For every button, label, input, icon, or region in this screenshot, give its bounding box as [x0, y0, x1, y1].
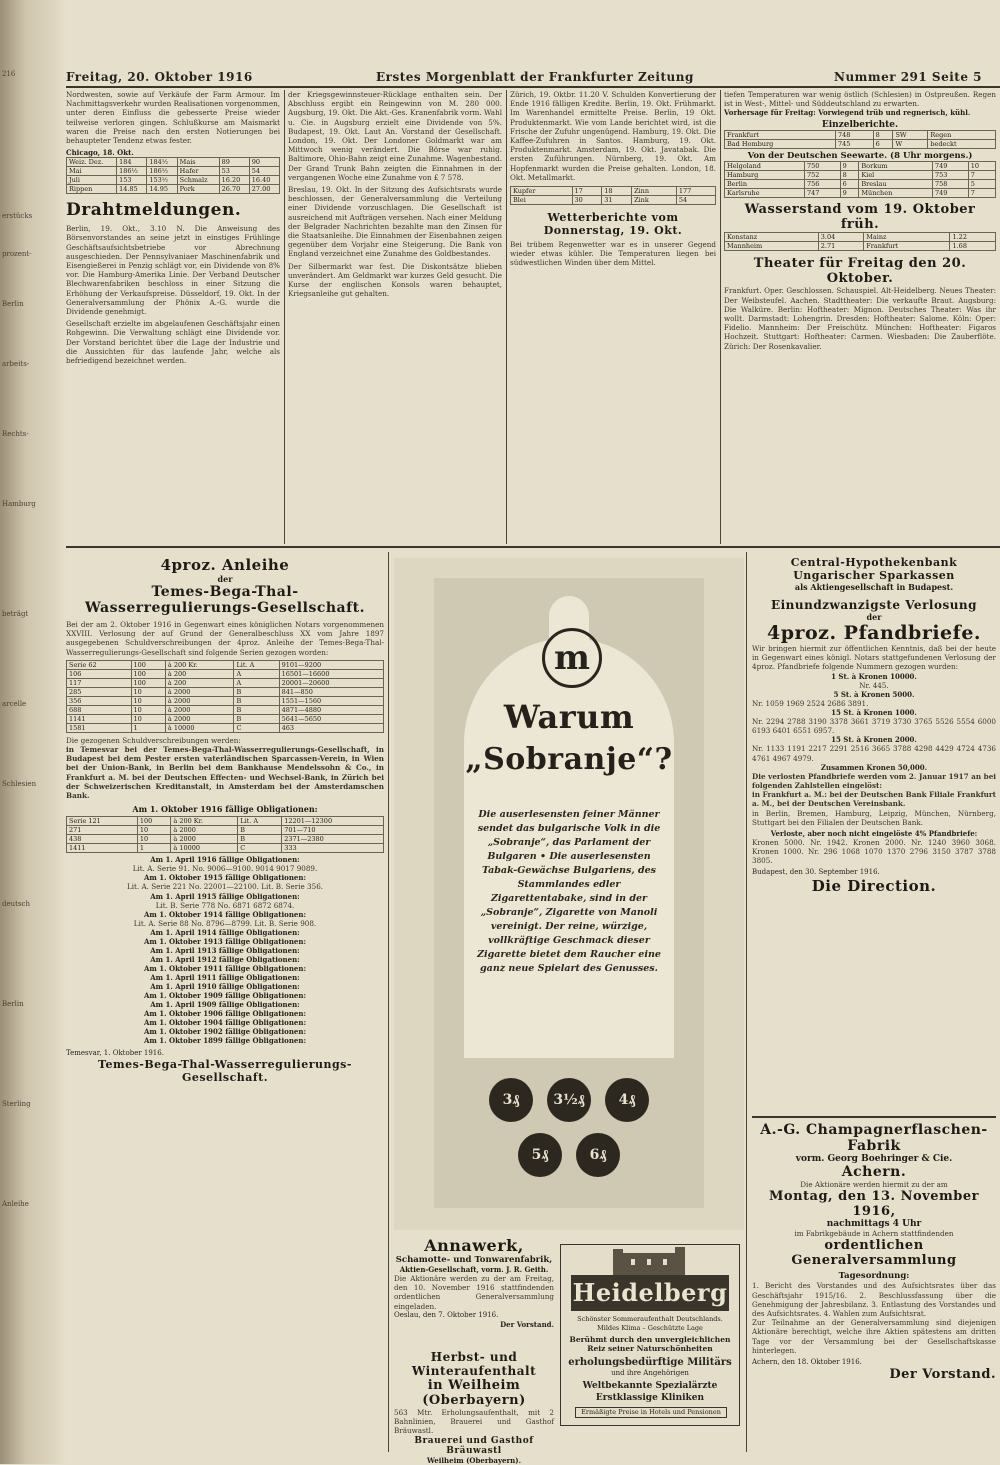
price-badge: 5₰ [518, 1133, 562, 1177]
lot-heading: 5 St. à Kronen 5000. [833, 689, 915, 699]
spine-fragment: arbeits- [2, 360, 30, 368]
sea-table: Helgoland 750 9 Borkum 749 10 Hamburg 752 8 Kiel 753 7 Berlin 756 6 Breslau 758 5 Karlsruhe 747 9 München 749 7 [724, 161, 996, 198]
price-badge: 3½₰ [547, 1078, 591, 1122]
lot-heading: 1 St. à Kronen 10000. [831, 671, 917, 681]
spine-fragment: Berlin [2, 1000, 24, 1008]
spine-fragment: Hamburg [2, 500, 36, 508]
weather-summary: tiefen Temperaturen war wenig östlich (Schlesien) in Ostpreußen. Regen ist in West-, Mittel- und Süddeutschland zu erwarten. [724, 90, 996, 109]
weilheim-title-2: in Weilheim (Oberbayern) [422, 1378, 526, 1408]
lot-heading: 15 St. à Kronen 2000. [831, 735, 917, 745]
due-title: Am 1. Oktober 1916 fällige Obligationen: [132, 804, 318, 815]
champagne-signature: Der Vorstand. [889, 1367, 996, 1383]
bank-body: Wir bringen hiermit zur öffentlichen Kenntnis, daß bei der heute in Gegenwart eines königl. Notars stattgefundenen Verlosung der 4proz. Pfandbriefe folgende Nummern gezogen wurden: [752, 644, 996, 672]
champagne-date: Montag, den 13. November 1916, [769, 1189, 979, 1220]
champagne-body: Die Aktionäre werden hiermit zu der am [800, 1180, 948, 1189]
notice-title-2: der [217, 574, 233, 584]
column-rule [746, 552, 747, 1452]
bank-frankfurt: in Frankfurt a. M.: bei der Deutschen Bank Filiale Frankfurt a. M., bei der Deutschen Vereinsbank. [752, 790, 996, 809]
champagne-sub: vorm. Georg Boehringer & Cie. [795, 1154, 953, 1164]
series-line: Am 1. April 1911 fällige Obligationen: [150, 973, 300, 983]
weather-body: Bei trübem Regenwetter war es in unserer Gegend wieder etwas kühler. Die Temperaturen liegen bei südwestlichen Winden über dem Mittel. [510, 240, 716, 268]
series-line: Am 1. Oktober 1899 fällige Obligationen: [143, 1036, 307, 1046]
champagne-mid: im Fabrikgebäude in Achern stattfindenden [794, 1229, 954, 1239]
notice-central-hypothekenbank: Central-Hypothekenbank Ungarischer Sparkassen als Aktiengesellschaft in Budapest. Einundzwanzigste Verlosung der 4proz. Pfandbriefe. Wir bringen hiermit zur öffentlichen Kenntnis, daß bei der heute in Gegenwart eines königl. Notars stattgefundenen Verlosung der 4proz. Pfandbriefe folgende Nummern gezogen wurden: 1 St. à Kronen 10000. Nr. 445. 5 St. à Kronen 5000. Nr. 1059 1969 2524 2686 3891. 15 St. à Kronen 1000. Nr. 2294 2788 3190 3378 3661 3719 3730 3765 5526 5554 6000 6193 6401 6551 6957. 15 St. à Kronen 2000. Nr. 1133 1191 2217 2291 2516 3665 3788 4298 4429 4724 4736 4761 4967 4979. Zusammen Kronen 50,000. Die verlosten Pfandbriefe werden vom 2. Januar 1917 an bei folgenden Zahlstellen eingelöst: in Frankfurt a. M.: bei der Deutschen Bank Filiale Frankfurt a. M., bei der Deutschen Vereinsbank. in Berlin, Bremen, Hamburg, Leipzig, München, Nürnberg, Stuttgart bei den Filialen der Deutschen Bank. Verloste, aber noch nicht eingelöste 4% Pfandbriefe: Kronen 5000. Nr. 1942. Kronen 2000. Nr. 1240 3960 3068. Kronen 1000. Nr. 296 1068 1070 1370 2796 3150 3787 3788 3805. Budapest, den 30. September 1916. Die Direction. [752, 556, 996, 895]
series-line: Am 1. April 1916 fällige Obligationen: [150, 855, 300, 865]
bank-title: Central-Hypothekenbank Ungarischer Sparkassen [790, 556, 958, 582]
sobranje-advertisement [394, 558, 744, 1230]
agenda-title: Tagesordnung: [838, 1271, 910, 1282]
ad-title-1: Warum [503, 698, 635, 736]
price-badge: 3₰ [489, 1078, 533, 1122]
heidelberg-line: Weltbekannte Spezialärzte [582, 1381, 718, 1391]
sea-title: Von der Deutschen Seewarte. (8 Uhr morgens.) [747, 151, 973, 162]
masthead [66, 70, 1000, 88]
weilheim-body: 563 Mtr. Erholungsaufenthalt, mit 2 Bahnlinien, Brauerei und Gasthof Bräuwastl. [394, 1408, 554, 1436]
business-news: der Kriegsgewinnsteuer-Rücklage enthalten sein. Der Abschluss ergibt ein Reingewinn von M. 280 000. Augsburg, 19. Okt. Die Akt.-Ges. Kranenfabrik vorm. Wahl u. Cie. in Augsburg erzielt eine Dividende von 5%. Budapest, 19. Okt. Laut An. Vorstand der Gesellschaft. London, 19. Okt. Der Londoner Goldmarkt war am Mittwoch wenig verändert. Die Börse war ruhig. Baltimore, Ohio-Bahn zeigt eine Zunahme. Wagenbestand. Der Grand Trunk Bahn zeigten die Einnahmen in der vergangenen Woche eine Zunahme von £ 7 578. [288, 90, 502, 182]
notice-date: Temesvar, 1. Oktober 1916. [66, 1049, 164, 1058]
weather-title: Wetterberichte vom Donnerstag, 19. Okt. [543, 211, 683, 238]
champagne-footer: Achern, den 18. Oktober 1916. [752, 1358, 862, 1367]
weilheim-title-1: Herbst- und Winteraufenthalt [411, 1350, 537, 1378]
champagne-meeting: ordentlichen Generalversammlung [791, 1238, 957, 1269]
section-divider [752, 1116, 996, 1118]
heidelberg-line: Berühmt durch den unvergleichlichen Reiz seiner Naturschönheiten [569, 1335, 731, 1353]
newspaper-page [66, 0, 1000, 1464]
bank-older: Verloste, aber noch nicht eingelöste 4% Pfandbriefe: [770, 829, 978, 839]
series-line: Am 1. April 1912 fällige Obligationen: [150, 955, 300, 965]
column-rule [388, 552, 389, 1452]
bank-date: Budapest, den 30. September 1916. [752, 867, 880, 876]
water-title: Wasserstand vom 19. Oktober früh. [744, 202, 976, 233]
due-table: Serie 121 100 à 200 Kr. Lit. A 12201—12300 271 10 à 2000 B 701—710 438 10 à 2000 B 2371—2380 1411 1 à 10000 C 333 [66, 816, 384, 853]
bank-payment: Die verlosten Pfandbriefe werden vom 2. Januar 1917 an bei folgenden Zahlstellen eingelöst: [752, 771, 996, 791]
manoli-logo: m [542, 628, 602, 688]
heidelberg-line: erholungsbedürftige Militärs [568, 1357, 732, 1368]
series-line: Am 1. April 1909 fällige Obligationen: [150, 1000, 300, 1010]
metal-table: Kupfer 17 18 Zinn 177 Blei 30 31 Zink 54 [510, 186, 716, 205]
market-report: Nordwesten, sowie auf Verkäufe der Farm Armour. Im Nachmittagsverkehr wurden Realisationen vorgenommen, unter deren Einfluss die gebesserte Preise wieder teilweise verloren gingen. Schlußkurse am Maismarkt waren die Preise nach den ersten Notierungen bei behaupteter Tendenz etwas fester. [66, 90, 280, 146]
notice-intro: Bei der am 2. Oktober 1916 in Gegenwart eines königlichen Notars vorgenommenen XXVIII. Verlosung der auf Grund der Generalbeschluss XX vom Jahre 1897 ausgegebenen Schuldverschreibungen der 4proz. Anleihe der Temes-Bega-Thal-Wasserregulierungs-Gesellschaft sind folgende Serien gezogen worden: [66, 620, 384, 657]
column-markets: Nordwesten, sowie auf Verkäufe der Farm Armour. Im Nachmittagsverkehr wurden Realisationen vorgenommen, unter deren Einfluss die gebesserte Preise wieder teilweise verloren gingen. Schlußkurse am Maismarkt waren die Preise nach den ersten Notierungen bei behaupteter Tendenz etwas fester. Chicago, 18. Okt. Weiz. Dez. 184 184½ Mais 89 90 Mai 186½ 186½ Hafer 53 54 Juli 153 153½ Schmalz 16.20 16.40 Rippen 14.85 14.95 Pork 26.70 27.00 Drahtmeldungen. Berlin, 19. Okt., 3.10 N. Die Anweisung des Börsenvorstandes an seine jetzt in einstiges Frühlinge Geschäftsaufsichtsbetriebe vor Abrechnung ausgeschieden. Der Pennsylvaniaer Maschinenfabrik und Eisengießerei in Penzig schlägt vor, ein Dividende von 8% vor. Die Hamburg-Amerika Linie. Der Verband Deutscher Blechwarenfabriken beschloss in einer Sitzung die Erhöhung der Verkaufspreise. Düsseldorf, 19. Okt. In der Generalversammlung der Phönix A.-G. wurde die Dividende genehmigt. Gesellschaft erzielte im abgelaufenen Geschäftsjahr einen Rohgewinn. Die Verwaltung schlägt eine Dividende vor. Der Vorstand berichtet über die Lage der Industrie und die Aussichten für das laufende Jahr, welche als befriedigend bezeichnet werden. [66, 90, 280, 366]
notice-champagne-factory: A.-G. Champagnerflaschen-Fabrik vorm. Georg Boehringer & Cie. Achern. Die Aktionäre werden hiermit zu der am Montag, den 13. November 1916, nachmittags 4 Uhr im Fabrikgebäude in Achern stattfindenden ordentlichen Generalversammlung Tagesordnung: 1. Bericht des Vorstandes und des Aufsichtsrates über das Geschäftsjahr 1915/16. 2. Beschlussfassung über die Genehmigung der Jahresbilanz. 3. Entlastung des Vorstandes und des Aufsichtsrates. 4. Wahlen zum Aufsichtsrat. Zur Teilnahme an der Generalversammlung sind diejenigen Aktionäre berechtigt, welche ihre Aktien spätestens am dritten Tage vor der Versammlung bei der Gesellschaftskasse hinterlegen. Achern, den 18. Oktober 1916. Der Vorstand. [752, 1122, 996, 1383]
series-line: Am 1. April 1915 fällige Obligationen: [150, 891, 300, 901]
drahtmeldungen-body: Berlin, 19. Okt., 3.10 N. Die Anweisung des Börsenvorstandes an seine jetzt in einstiges Frühlinge Geschäftsaufsichtsbetriebe vor Abrechnung ausgeschieden. Der Pennsylvaniaer Maschinenfabrik und Eisengießerei in Penzig schlägt vor, ein Dividende von 8% vor. Die Hamburg-Amerika Linie. Der Verband Deutscher Blechwarenfabriken beschloss in einer Sitzung die Erhöhung der Verkaufspreise. Düsseldorf, 19. Okt. In der Generalversammlung der Phönix A.-G. wurde die Dividende genehmigt. [66, 224, 280, 317]
bank-subtitle: als Aktiengesellschaft in Budapest. [794, 582, 954, 592]
heidelberg-advert [560, 1244, 740, 1426]
price-badge: 4₰ [605, 1078, 649, 1122]
column-business: der Kriegsgewinnsteuer-Rücklage enthalten sein. Der Abschluss ergibt ein Reingewinn von M. 280 000. Augsburg, 19. Okt. Die Akt.-Ges. Kranenfabrik vorm. Wahl u. Cie. in Augsburg erzielt eine Dividende von 5%. Budapest, 19. Okt. Laut An. Vorstand der Gesellschaft. London, 19. Okt. Der Londoner Goldmarkt war am Mittwoch wenig verändert. Die Börse war ruhig. Baltimore, Ohio-Bahn zeigt eine Zunahme. Wagenbestand. Der Grand Trunk Bahn zeigten die Einnahmen in der vergangenen Woche eine Zunahme von £ 7 578. Breslau, 19. Okt. In der Sitzung des Aufsichtsrats wurde beschlossen, der Generalversammlung die Verteilung einer Dividende vorzuschlagen. Die Gesellschaft ist ausreichend mit Aufträgen versehen. Nach einer Meldung der Belgrader Nachrichten bezahlte man den Zinsen für die Staatsanleihe. Die Einnahmen der Eisenbahnen zeigen gegenüber dem Vorjahr eine Steigerung. Die Bank von England verzeichnet eine Zunahme des Goldbestandes. Der Silbermarkt war fest. Die Diskontsätze blieben unverändert. Am Geldmarkt war kurzes Geld gesucht. Die Kurse der englischen Konsols waren behauptet, Kriegsanleihe gut gehalten. [288, 90, 502, 299]
column-weather-theater [724, 90, 996, 544]
page-spine [0, 0, 66, 1464]
weilheim-footer-2: Weilheim (Oberbayern). [426, 1455, 522, 1465]
reports-table: Frankfurt 748 8 SW Regen Bad Homburg 745 6 W bedeckt [724, 130, 996, 149]
column-rule [720, 90, 721, 544]
series-line: Am 1. April 1910 fällige Obligationen: [150, 982, 300, 992]
heidelberg-line: und ihre Angehörigen [611, 1369, 689, 1377]
annawerk-subtitle: Schamotte- und Tonwarenfabrik, [395, 1255, 553, 1265]
bank-signature: Die Direction. [811, 876, 937, 895]
annawerk-notice [394, 1236, 554, 1346]
lot-total: Zusammen Kronen 50,000. [820, 762, 928, 772]
notice-signature: Temes-Bega-Thal-Wasserregulierungs-Gesellschaft. [98, 1058, 352, 1085]
column-rule [506, 90, 507, 544]
banks-list: in Temesvar bei der Temes-Bega-Thal-Wasserregulierungs-Gesellschaft, in Budapest bei dem Pester ersten vaterländischen Sparcassen-Verein, in Wien bei der Union-Bank, in Berlin bei dem Bankhause Mendelssohn & Co., in Frankfurt a. M. bei der Deutschen Effecten- und Wechsel-Bank, in Zürich bei der Schweizerischen Kreditanstalt, in Amsterdam bei der Amsterdamschen Bank. [66, 745, 384, 801]
champagne-time: nachmittags 4 Uhr [826, 1219, 922, 1230]
series-line: Am 1. Oktober 1909 fällige Obligationen: [143, 991, 307, 1001]
lot-heading: 15 St. à Kronen 1000. [831, 708, 917, 718]
spine-fragment: Rechts- [2, 430, 29, 438]
champagne-place: Achern. [841, 1164, 907, 1180]
column-rule [284, 90, 285, 544]
masthead-title: Erstes Morgenblatt der Frankfurter Zeitung [376, 70, 694, 84]
spine-fragment: Anleihe [2, 1200, 29, 1208]
price-badge: 6₰ [576, 1133, 620, 1177]
series-line: Am 1. Oktober 1911 fällige Obligationen: [143, 964, 307, 974]
series-line: Am 1. Oktober 1904 fällige Obligationen: [143, 1018, 307, 1028]
forecast: Vorhersage für Freitag: Vorwiegend trüb und regnerisch, kühl. [724, 108, 971, 118]
reports-title: Einzelberichte. [821, 120, 899, 131]
masthead-page: Nummer 291 Seite 5 [833, 70, 982, 84]
weilheim-advert [394, 1350, 554, 1465]
series-line: Am 1. Oktober 1906 fällige Obligationen: [143, 1009, 307, 1019]
champagne-title: A.-G. Champagnerflaschen-Fabrik [760, 1122, 988, 1154]
masthead-date: Freitag, 20. Oktober 1916 [66, 70, 253, 84]
bank-sub: der [866, 612, 882, 622]
weilheim-footer: Brauerei und Gasthof Bräuwastl [414, 1435, 534, 1456]
series-line: Am 1. April 1913 fällige Obligationen: [150, 946, 300, 956]
agenda-body: 1. Bericht des Vorstandes und des Aufsichtsrates über das Geschäftsjahr 1915/16. 2. Beschlussfassung über die Genehmigung der Jahresbilanz. 3. Entlastung des Vorstandes und des Aufsichtsrates. 4. Wahlen zum Aufsichtsrat. [752, 1281, 996, 1319]
chicago-label: Chicago, 18. Okt. [66, 148, 134, 158]
series-line: Am 1. April 1914 fällige Obligationen: [150, 928, 300, 938]
water-table: Konstanz 3.04 Mainz 1.22 Mannheim 2.71 Frankfurt 1.68 [724, 232, 996, 251]
annawerk-place: Oeslau, den 7. Oktober 1916. [394, 1310, 499, 1319]
notice-title-1: 4proz. Anleihe [160, 556, 290, 574]
column-commodities [510, 90, 716, 544]
spine-fragment: beträgt [2, 610, 29, 618]
annawerk-sub2: Aktien-Gesellschaft, vorm. J. R. Geith. [399, 1265, 549, 1274]
heidelberg-line: Schönster Sommeraufenthalt Deutschlands. [577, 1315, 723, 1323]
series-line: Am 1. Oktober 1913 fällige Obligationen: [143, 937, 307, 947]
ad-title-2: „Sobranje“? [465, 742, 673, 777]
section-title-drahtmeldungen: Drahtmeldungen. [66, 200, 242, 221]
ad-body: Die auserlesensten feiner Männer sendet das bulgarische Volk in die „Sobranje“, das Parlament der Bulgaren • Die auserlesensten Tabak-Gewächse Bulgariens, des Stammlandes edler Zigarettentabake, sind in der „Sobranje“, Zigarette von Manoli vereinigt. Der reine, würzige, vollkräftige Geschmack dieser Zigarette bietet dem Raucher eine ganz neue Spielart des Genusses. [477, 809, 661, 974]
spine-fragment: erstücks [2, 212, 33, 220]
annawerk-body: Die Aktionäre werden zu der am Freitag, den 10. November 1916 stattfindenden ordentlichen Generalversammlung eingeladen. [394, 1274, 554, 1311]
spine-fragment: Berlin [2, 300, 24, 308]
spine-fragment: Sterling [2, 1100, 31, 1108]
annawerk-title: Annawerk, [424, 1236, 524, 1255]
heidelberg-line: Mildes Klima – Geschützte Lage [597, 1324, 703, 1332]
heidelberg-line: Ermäßigte Preise in Hotels und Pensionen [575, 1407, 727, 1418]
section-divider [66, 546, 1000, 548]
commodity-news: Zürich, 19. Oktbr. 11.20 V. Schulden Konvertierung der Ende 1916 fälligen Kredite. Berlin, 19. Okt. Frühmarkt. Im Warenhandel ermittelte Preise. Berlin, 19 Okt. Produktenmarkt. Wie vom Lande berichtet wird, ist die Frische der Zufuhr ungenügend. Hamburg, 19. Okt. Die Kaffee-Zufuhren in Santos. Hamburg, 19. Okt. Produktenmarkt. Amsterdam, 19. Okt. Javatabak. Die ersten Zuführungen. Nürnberg, 19. Okt. Am Hopfenmarkt wurden die Preise gehalten. London, 18. Okt. Metallmarkt. [510, 90, 716, 182]
series-line: Am 1. Oktober 1915 fällige Obligationen: [143, 873, 307, 883]
theater-title: Theater für Freitag den 20. Oktober. [753, 256, 967, 287]
spine-fragment: deutsch [2, 900, 30, 908]
series-line: Am 1. Oktober 1902 fällige Obligationen: [143, 1027, 307, 1037]
theater-body: Frankfurt. Oper. Geschlossen. Schauspiel. Alt-Heidelberg. Neues Theater: Der Weibsteufel. Aachen. Stadttheater: Die verkaufte Braut. Augsburg: Die Walküre. Berlin: Hoftheater: Mignon. Deutsches Theater: Was ihr wollt. Darmstadt: Lohengrin. Dresden: Hoftheater: Salome. Köln: Oper: Fidelio. Mannheim: Der Freischütz. München: Hoftheater: Figaros Hochzeit. Stuttgart: Hoftheater: Carmen. Wiesbaden: Die Zauberflöte. Zürich: Der Rosenkavalier. [724, 286, 996, 351]
annawerk-sign: Der Vorstand. [500, 1319, 554, 1329]
spine-page-number: 216 [2, 70, 16, 78]
spine-fragment: Schlesien [2, 780, 37, 788]
castle-illustration [561, 1245, 737, 1275]
spine-fragment: prozent- [2, 250, 32, 258]
serial-table: Serie 62 100 à 200 Kr. Lit. A 9101—9200 106 100 à 200 A 16501—16600 117 100 à 200 A 20001—20600 285 10 à 2000 B 841—850 356 10 à 2000 B 1551—1560 688 10 à 2000 B 4871—4880 1141 10 à 2000 B 5641—5650 1581 1 à 10000 C 463 [66, 660, 384, 733]
heidelberg-line: Erstklassige Kliniken [595, 1393, 705, 1403]
bank-main-title: 4proz. Pfandbriefe. [766, 622, 982, 644]
notice-temes-bega: 4proz. Anleihe der Temes-Bega-Thal-Wasserregulierungs-Gesellschaft. Bei der am 2. Oktober 1916 in Gegenwart eines königlichen Notars vorgenommenen XXVIII. Verlosung der auf Grund der Generalbeschluss XX vom Jahre 1897 ausgegebenen Schuldverschreibungen der 4proz. Anleihe der Temes-Bega-Thal-Wasserregulierungs-Gesellschaft sind folgende Serien gezogen worden: Serie 62 100 à 200 Kr. Lit. A 9101—9200 106 100 à 200 A 16501—16600 117 100 à 200 A 20001—20600 285 10 à 2000 B 841—850 356 10 à 2000 B 1551—1560 688 10 à 2000 B 4871—4880 1141 10 à 2000 B 5641—5650 1581 1 à 10000 C 463 Die gezogenen Schuldverschreibungen werden: in Temesvar bei der Temes-Bega-Thal-Wasserregulierungs-Gesellschaft, in Budapest bei dem Pester ersten vaterländischen Sparcassen-Verein, in Wien bei der Union-Bank, in Berlin bei dem Bankhause Mendelssohn & Co., in Frankfurt a. M. bei der Deutschen Effecten- und Wechsel-Bank, in Zürich bei der Schweizerischen Kreditanstalt, in Amsterdam bei der Amsterdamschen Bank. Am 1. Oktober 1916 fällige Obligationen: Serie 121 100 à 200 Kr. Lit. A 12201—12300 271 10 à 2000 B 701—710 438 10 à 2000 B 2371—2380 1411 1 à 10000 C 333 Am 1. April 1916 fällige Obligationen: Lit. A. Serie 91. No. 9006—9100. 9014 9017 9089. Am 1. Oktober 1915 fällige Obligationen: Lit. A. Serie 221 No. 22001—22100. Lit. B. Serie 356. Am 1. April 1915 fällige Obligationen: Lit. B. Serie 778 No. 6871 6872 6874. Am 1. Oktober 1914 fällige Obligationen: Lit. A. Serie 88 No. 8796—8799. Lit. B. Serie 908. Am 1. April 1914 fällige Obligationen: Am 1. Oktober 1913 fällige Obligationen: Am 1. April 1913 fällige Obligationen: Am 1. April 1912 fällige Obligationen: Am 1. Oktober 1911 fällige Obligationen: Am 1. April 1911 fällige Obligationen: Am 1. April 1910 fällige Obligationen: Am 1. Oktober 1909 fällige Obligationen: Am 1. April 1909 fällige Obligationen: Am 1. Oktober 1906 fällige Obligationen: Am 1. Oktober 1904 fällige Obligationen: Am 1. Oktober 1902 fällige Obligationen: Am 1. Oktober 1899 fällige Obligationen: Temesvar, 1. Oktober 1916. Temes-Bega-Thal-Wasserregulierungs-Gesellschaft. [66, 556, 384, 1085]
banks-intro: Die gezogenen Schuldverschreibungen werden: [66, 735, 241, 745]
bank-heading: Einundzwanzigste Verlosung [770, 598, 978, 612]
spine-fragment: arcelle [2, 700, 27, 708]
series-line: Am 1. Oktober 1914 fällige Obligationen: [143, 909, 307, 919]
notice-title-3: Temes-Bega-Thal-Wasserregulierungs-Gesellschaft. [85, 584, 365, 616]
heidelberg-banner: Heidelberg [571, 1275, 729, 1311]
chicago-table: Weiz. Dez. 184 184½ Mais 89 90 Mai 186½ 186½ Hafer 53 54 Juli 153 153½ Schmalz 16.20 16.40 Rippen 14.85 14.95 Pork 26.70 27.00 [66, 157, 280, 194]
